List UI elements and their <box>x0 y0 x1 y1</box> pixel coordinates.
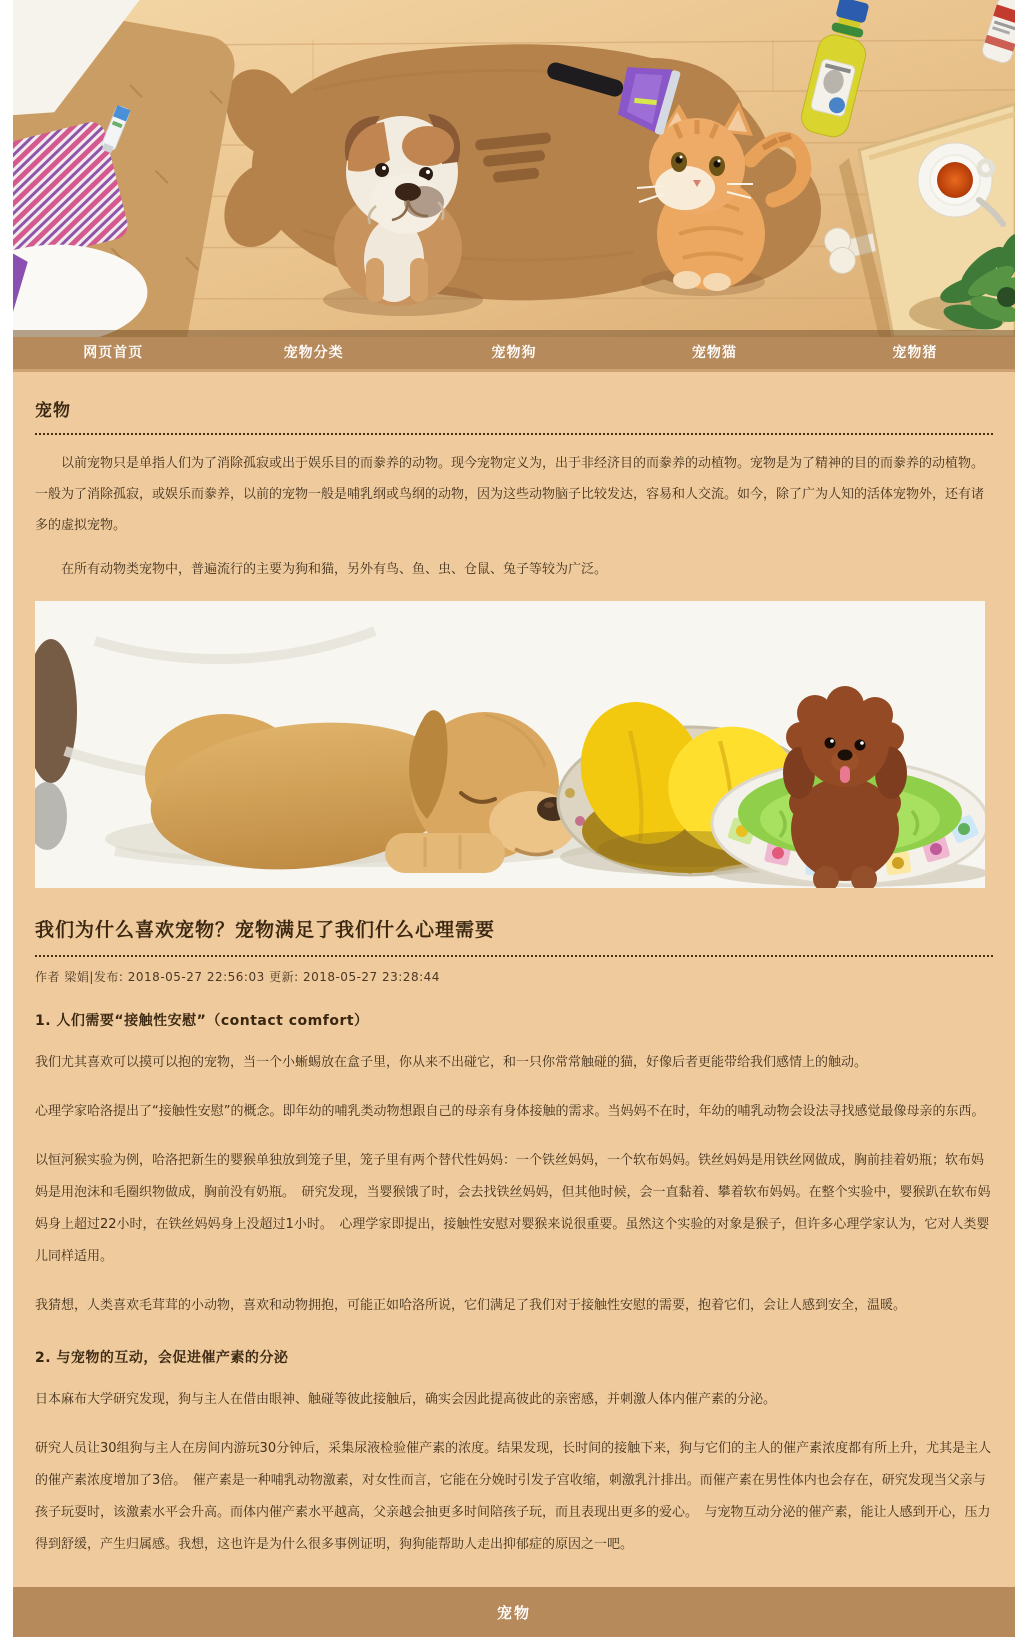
section-1-paragraph-2: 心理学家哈洛提出了“接触性安慰”的概念。即年幼的哺乳类动物想跟自己的母亲有身体接触的需求。当妈妈不在时，年幼的哺乳动物会设法寻找感觉最像母亲的东西。 <box>35 1104 985 1119</box>
byline-update-time: 2018-05-27 23:28:44 <box>302 970 440 984</box>
header-banner-illustration <box>13 0 1015 337</box>
nav-item-home[interactable]: 网页首页 <box>83 345 144 361</box>
nav-item-pet-cat[interactable]: 宠物猫 <box>691 345 737 361</box>
footer <box>13 1587 1015 1637</box>
section-1-paragraph-4: 我猜想，人类喜欢毛茸茸的小动物，喜欢和动物拥抱，可能正如哈洛所说，它们满足了我们对于接触性安慰的需要，抱着它们，会让人感到安全，温暖。 <box>35 1298 907 1313</box>
byline-author-label: 作者 <box>35 970 61 984</box>
byline-author: 梁娟 <box>64 970 90 984</box>
byline-publish-label: 发布: <box>93 970 124 984</box>
byline-separator: | <box>89 970 94 984</box>
page-title: 宠物 <box>35 396 993 435</box>
nav-item-pet-categories[interactable]: 宠物分类 <box>283 345 344 361</box>
article-byline <box>35 968 993 985</box>
content <box>13 372 1015 1587</box>
intro-paragraph-1: 以前宠物只是单指人们为了消除孤寂或出于娱乐目的而豢养的动物。现今宠物定义为，出于非经济目的而豢养的动植物。宠物是为了精神的目的而豢养的动植物。一般为了消除孤寂，或娱乐而豢养，以前的宠物一般是哺乳纲或鸟纲的动物，因为这些动物脑子比较发达，容易和人交流。如今，除了广为人知的活体宠物外，还有诸多的虚拟宠物。 <box>35 456 985 533</box>
main-nav <box>13 337 1015 372</box>
article <box>35 915 993 1561</box>
poodle-illustration <box>783 686 907 888</box>
article-photo-illustration <box>35 601 985 888</box>
footer-label: 宠物 <box>496 1603 531 1622</box>
header-banner <box>13 0 1015 337</box>
article-photo <box>35 601 993 888</box>
nav-item-pet-pig[interactable]: 宠物猪 <box>892 345 938 361</box>
nav-list <box>13 337 1015 369</box>
section-1-paragraph-3: 以恒河猴实验为例，哈洛把新生的婴猴单独放到笼子里，笼子里有两个替代性妈妈：一个铁丝妈妈，一个软布妈妈。铁丝妈妈是用铁丝网做成，胸前挂着奶瓶；软布妈妈是用泡沫和毛圈织物做成，胸前没有奶瓶。 研究发现，当婴猴饿了时，会去找铁丝妈妈，但其他时候，会一直黏着、攀着软布妈妈。在整个实验中，婴猴趴在软布妈妈身上超过22小时，在铁丝妈妈身上没超过1小时。 心理学家即提出，接触性安慰对婴猴来说很重要。虽然这个实验的对象是猴子，但许多心理学家认为，它对人类婴儿同样适用。 <box>35 1153 991 1264</box>
section-2-paragraph-1: 日本麻布大学研究发现，狗与主人在借由眼神、触碰等彼此接触后，确实会因此提高彼此的亲密感，并刺激人体内催产素的分泌。 <box>35 1392 777 1407</box>
article-title: 我们为什么喜欢宠物？宠物满足了我们什么心理需要 <box>35 915 993 957</box>
page <box>13 0 1015 1637</box>
section-1-heading: 1. 人们需要“接触性安慰”（contact comfort） <box>35 1013 369 1029</box>
nav-item-pet-dog[interactable]: 宠物狗 <box>491 345 537 361</box>
section-2-paragraph-2: 研究人员让30组狗与主人在房间内游玩30分钟后，采集尿液检验催产素的浓度。结果发现，长时间的接触下来，狗与它们的主人的催产素浓度都有所上升，尤其是主人的催产素浓度增加了3倍。 催产素是一种哺乳动物激素，对女性而言，它能在分娩时引发子宫收缩，刺激乳汁排出。而催产素在男性体内也会存在，研究发现当父亲与孩子玩耍时，该激素水平会升高。而体内催产素水平越高，父亲越会抽更多时间陪孩子玩，而且表现出更多的爱心。 与宠物互动分泌的催产素，能让人感到开心，压力得到舒缓，产生归属感。我想，这也许是为什么很多事例证明，狗狗能帮助人走出抑郁症的原因之一吧。 <box>35 1441 992 1552</box>
section-1-paragraph-1: 我们尤其喜欢可以摸可以抱的宠物，当一个小蜥蜴放在盒子里，你从来不出碰它，和一只你常常触碰的猫，好像后者更能带给我们感情上的触动。 <box>35 1055 868 1070</box>
byline-publish-time: 2018-05-27 22:56:03 <box>127 970 265 984</box>
intro-paragraph-2: 在所有动物类宠物中，普遍流行的主要为狗和猫，另外有鸟、鱼、虫、仓鼠、兔子等较为广泛。 <box>61 562 608 577</box>
byline-update-label: 更新: <box>269 970 299 984</box>
section-2-heading: 2. 与宠物的互动，会促进催产素的分泌 <box>35 1350 289 1366</box>
